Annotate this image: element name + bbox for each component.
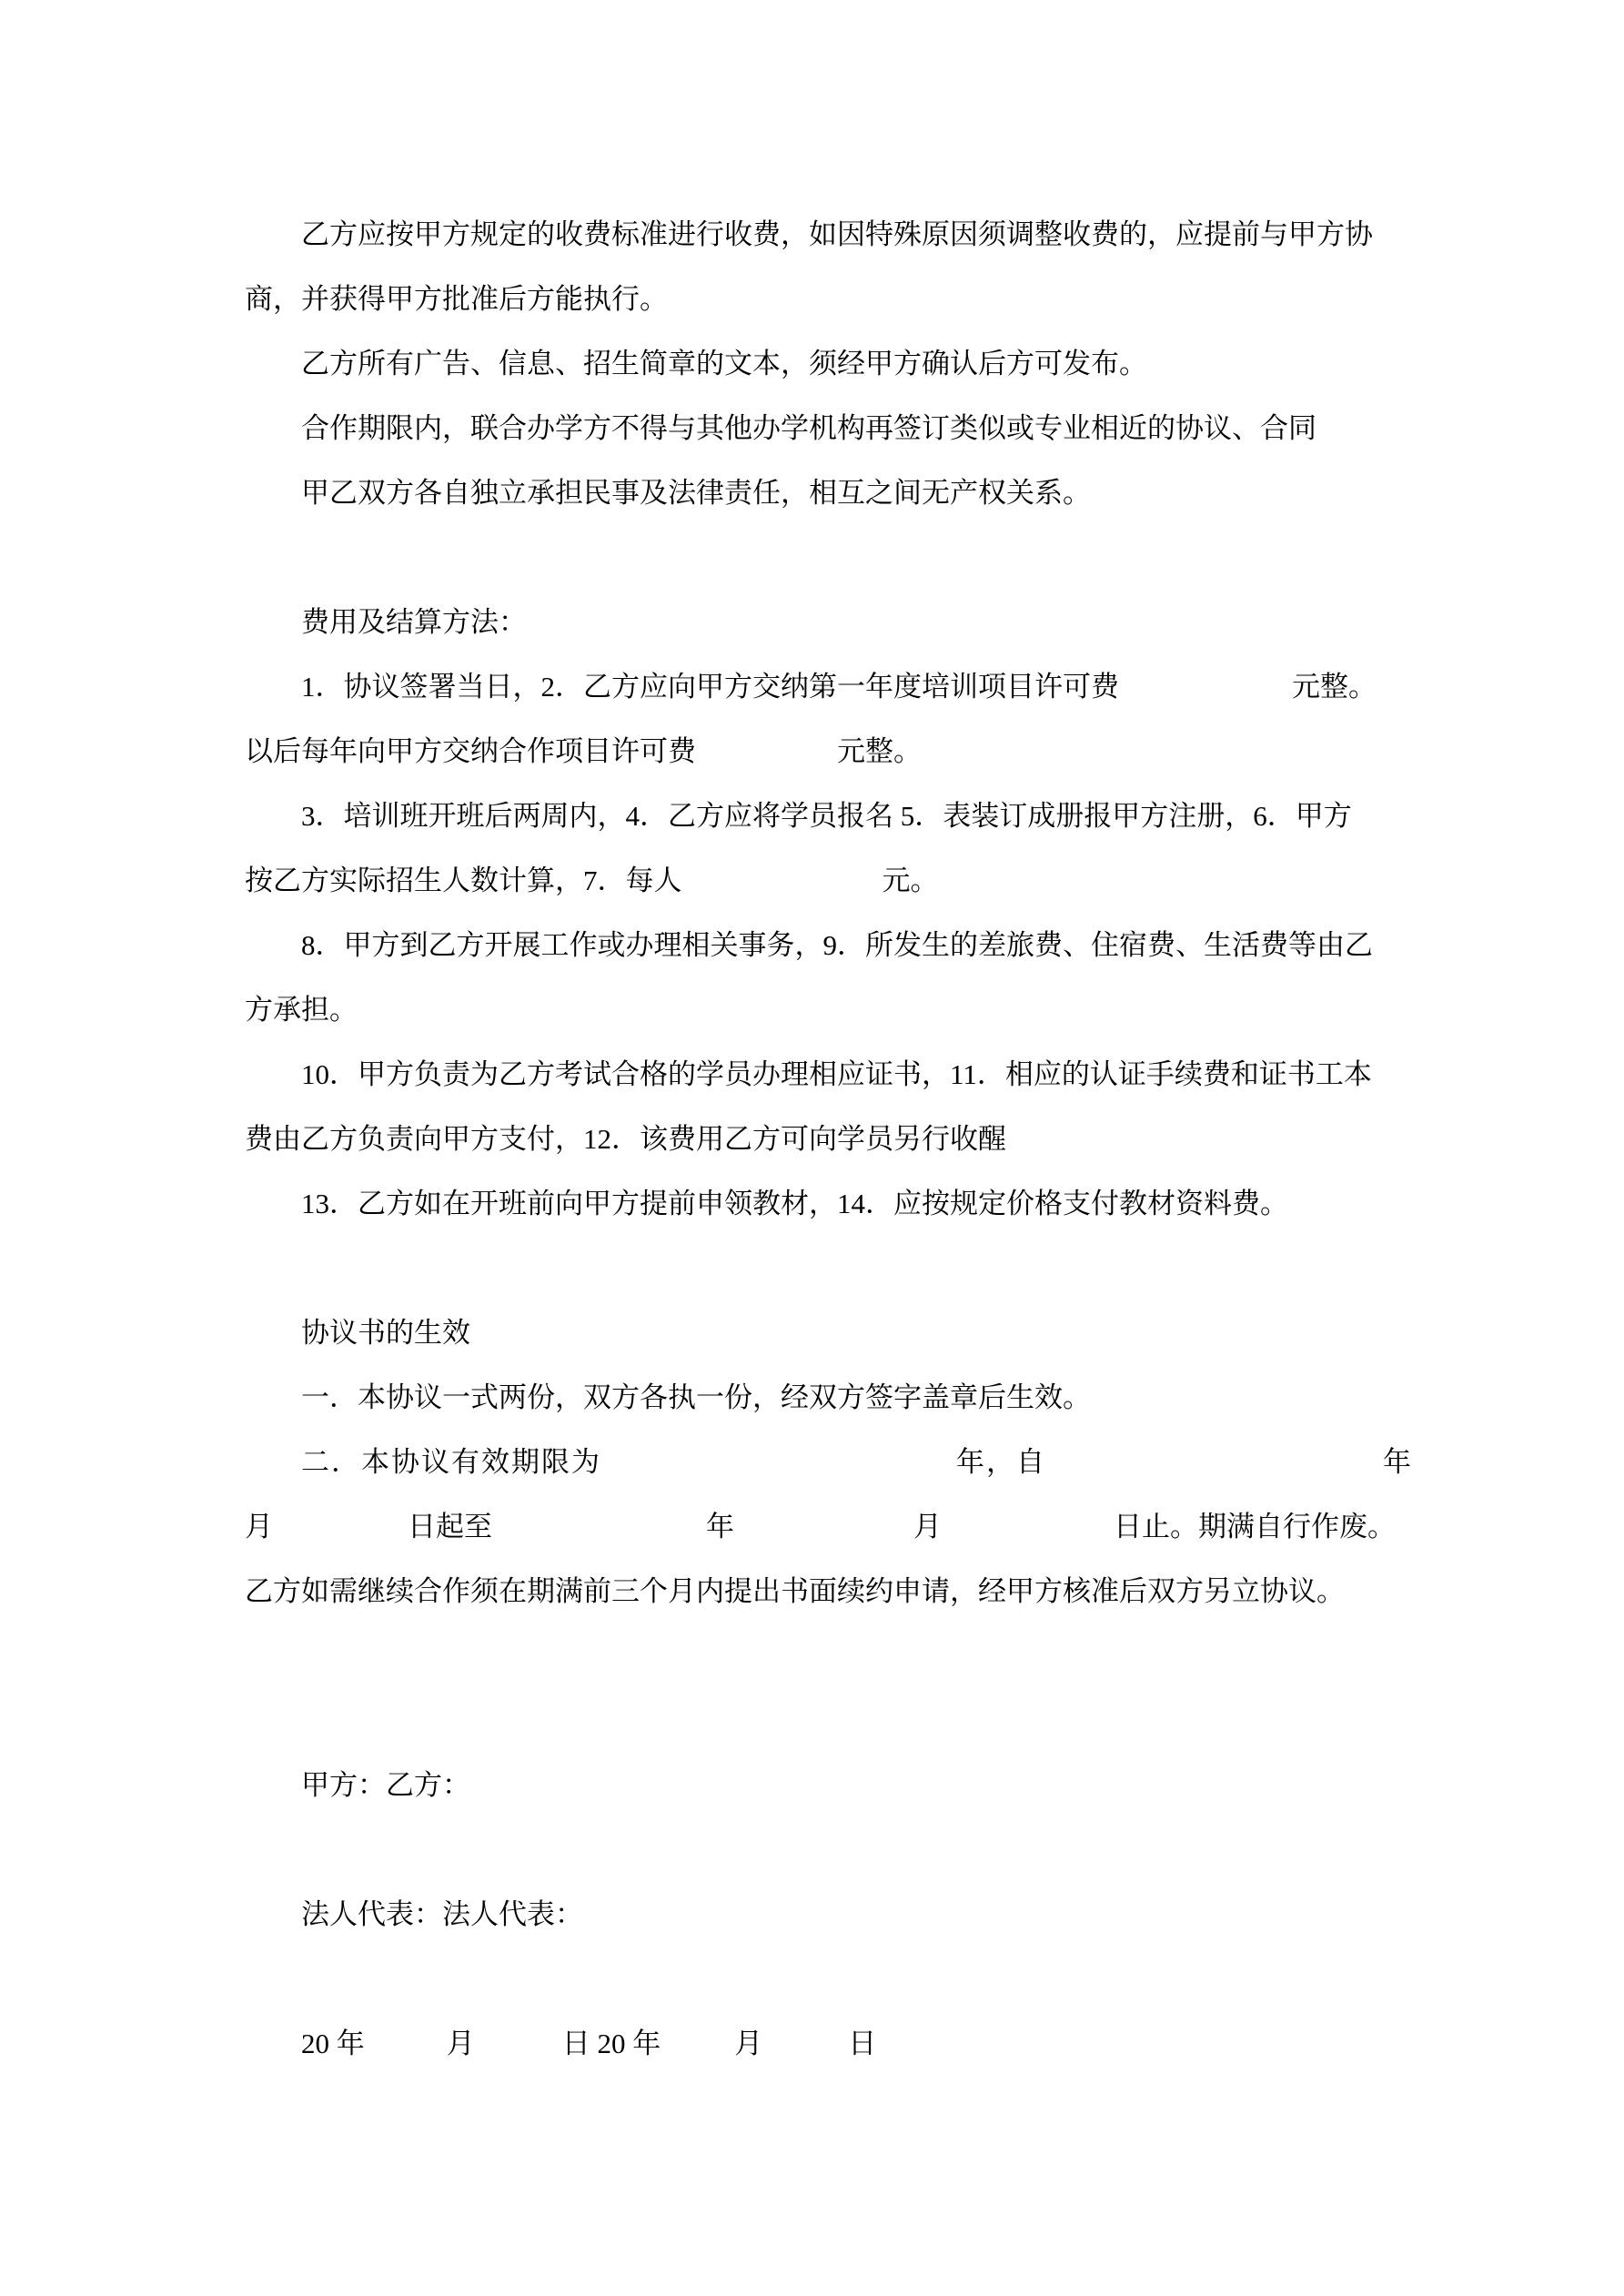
text-segment: 月: [913, 1511, 942, 1542]
text-line: [245, 590, 1379, 654]
text-line: [245, 1171, 1379, 1236]
text-segment: 元整。: [1292, 671, 1377, 703]
blank-line: [245, 1688, 1379, 1753]
text-line: [245, 1365, 1379, 1430]
fill-in-blank: [682, 889, 883, 890]
text-line: [245, 1753, 1379, 1817]
text-segment: 元整。: [837, 735, 922, 767]
text-segment: 8．甲方到乙方开展工作或办理相关事务，9．所发生的差旅费、住宿费、生活费等由乙: [301, 929, 1373, 961]
text-segment: 乙方所有广告、信息、招生简章的文本，须经甲方确认后方可发布。: [301, 348, 1147, 379]
text-line: [245, 331, 1379, 396]
fill-in-blank: [762, 2052, 848, 2053]
text-segment: 合作期限内，联合办学方不得与其他办学机构再签订类似或专业相近的协议、合同: [301, 412, 1316, 444]
text-line: [245, 1559, 1379, 1623]
text-line: [245, 460, 1379, 525]
text-segment: 年: [1383, 1446, 1413, 1478]
text-line: [245, 1430, 1413, 1494]
text-line: [245, 1107, 1379, 1171]
text-segment: 月: [734, 2028, 763, 2059]
blank-line: [245, 525, 1379, 590]
text-line: [245, 202, 1379, 267]
text-segment: 二．本协议有效期限为: [301, 1446, 601, 1478]
fill-in-blank: [492, 1535, 706, 1536]
text-segment: 一．本协议一式两份，双方各执一份，经双方签字盖章后生效。: [301, 1381, 1091, 1413]
text-segment: 元。: [882, 865, 939, 896]
text-line: [245, 1300, 1379, 1365]
text-segment: 甲乙双方各自独立承担民事及法律责任，相互之间无产权关系。: [301, 477, 1091, 509]
text-segment: 20 年: [301, 2028, 365, 2059]
blank-line: [245, 1817, 1379, 1882]
text-line: [245, 1042, 1379, 1107]
text-line: [245, 396, 1379, 460]
text-line: [245, 1494, 1396, 1559]
text-segment: 月: [245, 1511, 273, 1542]
text-segment: 以后每年向甲方交纳合作项目许可费: [245, 735, 696, 767]
blank-line: [245, 1947, 1379, 2011]
text-segment: 日止。期满自行作废。: [1114, 1511, 1396, 1542]
fill-in-blank: [734, 1535, 913, 1536]
text-line: [245, 654, 1379, 719]
text-segment: 13．乙方如在开班前向甲方提前申领教材，14．应按规定价格支付教材资料费。: [301, 1188, 1288, 1219]
text-segment: 1．协议签署当日，2．乙方应向甲方交纳第一年度培训项目许可费: [301, 671, 1119, 703]
fill-in-blank: [661, 2052, 734, 2053]
text-line: [245, 2011, 1379, 2076]
text-line: [245, 913, 1379, 977]
text-segment: 乙方应按甲方规定的收费标准进行收费，如因特殊原因须调整收费的，应提前与甲方协: [301, 218, 1373, 250]
text-segment: 月: [446, 2028, 475, 2059]
text-segment: 商，并获得甲方批准后方能执行。: [245, 283, 668, 315]
text-line: [245, 848, 1379, 913]
text-segment: 3．培训班开班后两周内，4．乙方应将学员报名 5．表装订成册报甲方注册，6．甲方: [301, 800, 1352, 832]
blank-line: [245, 1623, 1379, 1688]
fill-in-blank: [696, 760, 837, 761]
fill-in-blank: [1046, 1471, 1383, 1472]
text-line: [245, 977, 1379, 1042]
text-line: [245, 784, 1379, 848]
text-segment: 法人代表：法人代表：: [301, 1898, 583, 1930]
fill-in-blank: [942, 1535, 1114, 1536]
fill-in-blank: [475, 2052, 562, 2053]
text-segment: 甲方：乙方：: [301, 1769, 470, 1801]
text-segment: 费用及结算方法：: [301, 606, 527, 638]
text-segment: 日: [848, 2028, 877, 2059]
text-segment: 乙方如需继续合作须在期满前三个月内提出书面续约申请，经甲方核准后双方另立协议。: [245, 1575, 1345, 1607]
document-body: [245, 202, 1413, 2076]
text-segment: 按乙方实际招生人数计算，7．每人: [245, 865, 682, 896]
text-segment: 年，自: [956, 1446, 1046, 1478]
fill-in-blank: [601, 1471, 956, 1472]
text-line: [245, 267, 1379, 331]
text-segment: 协议书的生效: [301, 1317, 470, 1349]
blank-line: [245, 1236, 1379, 1300]
fill-in-blank: [365, 2052, 447, 2053]
text-segment: 10．甲方负责为乙方考试合格的学员办理相应证书，11．相应的认证手续费和证书工本: [301, 1058, 1372, 1090]
fill-in-blank: [1119, 695, 1292, 696]
text-line: [245, 1882, 1379, 1947]
text-line: [245, 719, 1379, 784]
text-segment: 方承担。: [245, 994, 358, 1026]
text-segment: 费由乙方负责向甲方支付，12．该费用乙方可向学员另行收醒: [245, 1123, 1006, 1155]
text-segment: 日起至: [408, 1511, 492, 1542]
text-segment: 日 20 年: [561, 2028, 661, 2059]
text-segment: 年: [706, 1511, 734, 1542]
fill-in-blank: [273, 1535, 408, 1536]
